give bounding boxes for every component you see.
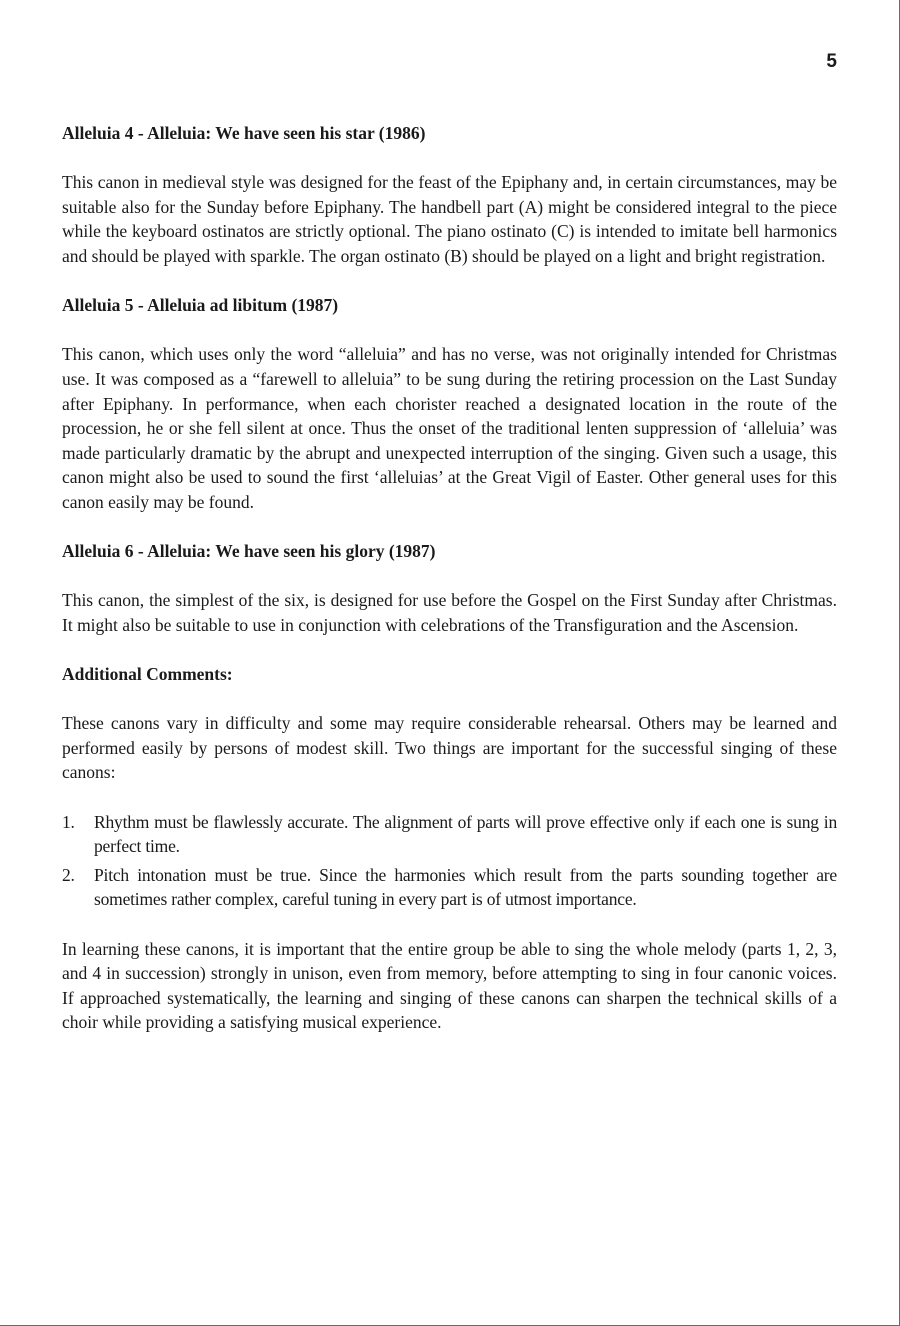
list-item-text: Pitch intonation must be true. Since the harmonies which result from the parts sounding together are sometimes rather complex, careful tuning in every part is of utmost importance. — [94, 864, 837, 910]
page-number: 5 — [826, 51, 837, 72]
section-heading-alleluia-5: Alleluia 5 - Alleluia ad libitum (1987) — [62, 295, 339, 316]
section-paragraph-alleluia-4: This canon in medieval style was designed for the feast of the Epiphany and, in certain circumstances, may be suitable also for the Sunday before Epiphany. The handbell part (A) might be considered integral to the piece while the keyboard ostinatos are strictly optional. The piano ostinato (C) is intended to imitate bell harmonics and should be played with sparkle. The organ ostinato (B) should be played on a light and bright registration. — [62, 172, 837, 266]
additional-comments-heading: Additional Comments: — [62, 664, 233, 685]
list-item-text: Rhythm must be flawlessly accurate. The alignment of parts will prove effective only if each one is sung in perfect time. — [94, 811, 837, 857]
page-content — [62, 121, 837, 1060]
list-item-number: 1. — [62, 811, 75, 832]
section-heading-alleluia-4: Alleluia 4 - Alleluia: We have seen his star (1986) — [62, 123, 426, 143]
list-item — [62, 810, 837, 859]
closing-paragraph: In learning these canons, it is important that the entire group be able to sing the whole melody (parts 1, 2, 3, and 4 in succession) strongly in unison, even from memory, before attempting to sing in four canonic voices. If approached systematically, the learning and singing of these canons can sharpen the technical skills of a choir while providing a satisfying musical experience. — [62, 938, 837, 1033]
requirements-list — [62, 810, 837, 912]
list-item-number: 2. — [62, 864, 75, 885]
section-paragraph-alleluia-5: This canon, which uses only the word “alleluia” and has no verse, was not originally intended for Christmas use. It was composed as a “farewell to alleluia” to be sung during the retiring procession on the Last Sunday after Epiphany. In performance, when each chorister reached a designated location in the route of the procession, he or she fell silent at once. Thus the onset of the traditional lenten suppression of ‘alleluia’ was made particularly dramatic by the abrupt and unexpected interruption of the singing. Given such a usage, this canon might also be used to sound the first ‘alleluias’ at the Great Vigil of Easter. Other general uses for this canon easily may be found. — [62, 344, 837, 512]
list-item — [62, 863, 837, 912]
section-heading-alleluia-6: Alleluia 6 - Alleluia: We have seen his glory (1987) — [62, 541, 436, 562]
additional-comments-intro: These canons vary in difficulty and some may require considerable rehearsal. Others may be learned and performed easily by persons of modest skill. Two things are important for the successful singing of these canons: — [62, 713, 837, 783]
section-paragraph-alleluia-6: This canon, the simplest of the six, is designed for use before the Gospel on the First Sunday after Christmas. It might also be suitable to use in conjunction with celebrations of the Transfiguration and the Ascension. — [62, 590, 837, 635]
